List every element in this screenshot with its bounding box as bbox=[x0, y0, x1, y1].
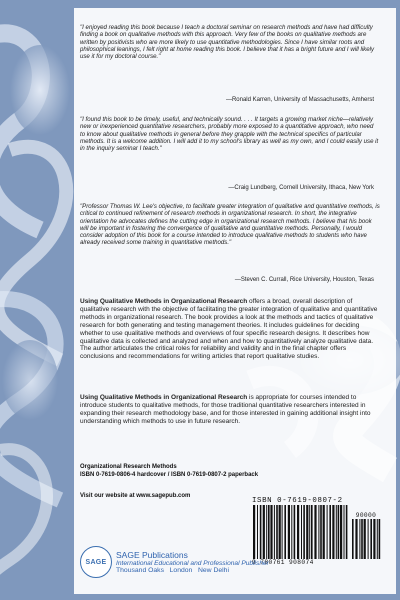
endorsement-quote-1: "I enjoyed reading this book because I teach a doctoral seminar on research methods and have had difficulty finding a book on qualitative methods with this approach. Very few of the books on qualitative methods are written by positivists who are more likely to use quantitative methodologies. Since I have similar roots and philosophical leanings, I felt right at home reading this book. I believe that it has a bright future and I will likely use it for my doctoral course." bbox=[80, 24, 375, 61]
price-code: 90000 bbox=[355, 512, 377, 519]
isbn-line: ISBN 0-7619-0806-4 hardcover / ISBN 0-7619-0807-2 paperback bbox=[80, 472, 259, 478]
publisher-name: SAGE Publications bbox=[116, 550, 188, 560]
endorsement-quote-3: "Professor Thomas W. Lee's objective, to facilitate greater integration of qualitative and quantitative methods, is critical to continued refinement of research methods in organizational research. In short, the integrative orientation he advocates defines the cutting edge in organizational research methods. I believe that his book will be important in fostering the convergence of qualitative and quantitative methods. Personally, I would consider adoption of this book for a course intended to introduce qualitative methods to students who have already received some training in quantitative methods." bbox=[80, 203, 380, 247]
description-paragraph-1 bbox=[80, 298, 380, 361]
description-text: offers a broad, overall description of qualitative research with the objective of facilitating the greater integration of qualitative and quantitative methods in organizational research. The book provides a look at the methods and tactics of qualitative research for both generating and testing management theories. It includes guidelines for deciding whether to use qualitative methods and overviews of four specific research designs. It describes how qualitative data is collected and analyzed and when and how to quantitatively analyze qualitative data. The author articulates the critical roles for reliability and validity and in the final chapter offers conclusions and recommendations for writing articles that report qualitative studies. bbox=[80, 298, 378, 361]
publisher-cities: Thousand Oaks London New Delhi bbox=[116, 567, 229, 574]
book-title: Using Qualitative Methods in Organizational Research bbox=[80, 298, 248, 305]
series-name: Organizational Research Methods bbox=[80, 464, 177, 470]
barcode-isbn: ISBN 0-7619-0807-2 bbox=[252, 497, 343, 505]
price-barcode-icon bbox=[351, 519, 381, 559]
endorsement-quote-2: "I found this book to be timely, useful, and technically sound. . . . It targets a growing market niche—relatively new or inexperienced quantitative researchers, probably more exposed to a quantitative approach, who need to know about qualitative methods in general before they grapple with the technical specifics of particular methods. It is a welcome addition. I will add it to my school's library as well as my own, and I could easily use it in the inquiry seminar I teach." bbox=[80, 116, 379, 153]
website-text: Visit our website at www.sagepub.com bbox=[80, 493, 191, 499]
barcode-number: 9 780761 908074 bbox=[252, 559, 314, 566]
endorsement-attribution-1: —Ronald Karren, University of Massachusetts, Amherst bbox=[225, 97, 374, 103]
description-paragraph-2 bbox=[80, 394, 380, 426]
publisher-tagline: International Educational and Professional Publisher bbox=[116, 560, 269, 567]
description-text: is appropriate for courses intended to introduce students to qualitative methods, for those traditional quantitative researchers interested in expanding their research methodology base, and for those interested in gaining additional insight into understanding which methods to use in future research. bbox=[80, 394, 371, 425]
sage-logo bbox=[80, 546, 112, 578]
barcode-block bbox=[252, 497, 384, 566]
sage-logo-text: SAGE bbox=[85, 558, 107, 566]
book-title: Using Qualitative Methods in Organizational Research bbox=[80, 394, 248, 401]
publisher-block bbox=[80, 546, 269, 578]
endorsement-attribution-2: —Craig Lundberg, Cornell University, Ithaca, New York bbox=[228, 185, 374, 191]
endorsement-attribution-3: —Steven C. Currall, Rice University, Houston, Texas bbox=[234, 277, 374, 283]
